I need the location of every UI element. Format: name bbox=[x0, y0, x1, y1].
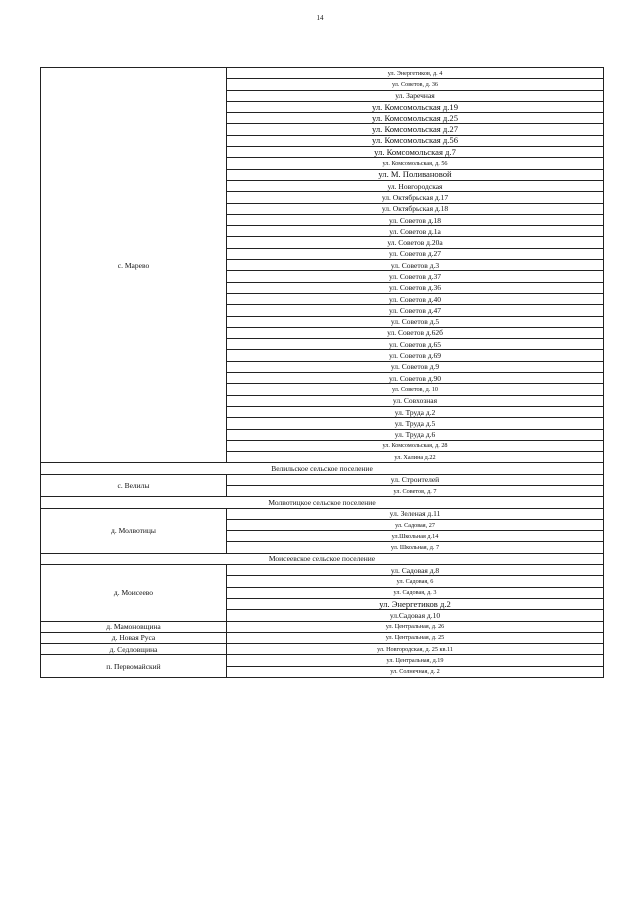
street-cell: ул. Советов д.47 bbox=[227, 305, 604, 316]
settlement-cell: д. Седловщина bbox=[41, 644, 227, 655]
section-row bbox=[41, 497, 604, 508]
street-cell: ул. Советов, д. 10 bbox=[227, 384, 604, 395]
street-cell: ул. Октябрьская д.17 bbox=[227, 192, 604, 203]
street-cell: ул. Труда д.6 bbox=[227, 429, 604, 440]
street-cell: ул. Комсомольская д.19 bbox=[227, 101, 604, 112]
street-cell: ул. Зеленая д.11 bbox=[227, 508, 604, 519]
street-cell: ул. Советов д.90 bbox=[227, 373, 604, 384]
street-cell: ул. Советов д.36 bbox=[227, 282, 604, 293]
street-cell: ул. Советов д.1а bbox=[227, 226, 604, 237]
street-cell: ул. Советов, д. 7 bbox=[227, 485, 604, 496]
street-cell: ул. Центральная, д.19 bbox=[227, 655, 604, 666]
address-table-body bbox=[41, 68, 604, 678]
street-cell: ул. Труда д.5 bbox=[227, 418, 604, 429]
street-cell: ул. Школьная, д. 7 bbox=[227, 542, 604, 553]
street-cell: ул.Садовая д.10 bbox=[227, 610, 604, 621]
street-cell: ул. Солнечная, д. 2 bbox=[227, 666, 604, 677]
street-cell: ул. Комсомольская, д. 28 bbox=[227, 440, 604, 451]
settlement-cell: д. Молвотицы bbox=[41, 508, 227, 553]
street-cell: ул. Садовая, 27 bbox=[227, 519, 604, 530]
street-cell: ул. Советов д.69 bbox=[227, 350, 604, 361]
street-cell: ул. Советов д.65 bbox=[227, 339, 604, 350]
settlement-cell: с. Велилы bbox=[41, 474, 227, 497]
street-cell: ул. Комсомольская д.25 bbox=[227, 113, 604, 124]
street-cell: ул. Советов д.5 bbox=[227, 316, 604, 327]
street-cell: ул. Комсомольская д.7 bbox=[227, 147, 604, 158]
section-header: Велильское сельское поселение bbox=[41, 463, 604, 474]
street-cell: ул. Заречная bbox=[227, 90, 604, 101]
page-number: 14 bbox=[316, 14, 324, 22]
street-cell: ул. Советов, д. 36 bbox=[227, 79, 604, 90]
street-cell: ул. Садовая, 6 bbox=[227, 576, 604, 587]
address-row bbox=[41, 508, 604, 519]
address-row bbox=[41, 621, 604, 632]
street-cell: ул. Комсомольская д.56 bbox=[227, 135, 604, 146]
street-cell: ул. Комсомольская, д. 56 bbox=[227, 158, 604, 169]
street-cell: ул. Советов д.9 bbox=[227, 361, 604, 372]
street-cell: ул. Советов д.20а bbox=[227, 237, 604, 248]
address-row bbox=[41, 632, 604, 643]
street-cell: ул. Советов д.62б bbox=[227, 327, 604, 338]
street-cell: ул. Новгородская bbox=[227, 180, 604, 191]
settlement-cell: д. Мамоновщина bbox=[41, 621, 227, 632]
street-cell: ул. Центральная, д. 25 bbox=[227, 632, 604, 643]
street-cell: ул. Энергетиков д.2 bbox=[227, 598, 604, 609]
street-cell: ул. Новгородская, д. 25 кв.11 bbox=[227, 644, 604, 655]
settlement-cell: с. Марево bbox=[41, 68, 227, 463]
address-row bbox=[41, 655, 604, 666]
street-cell: ул. Советов д.37 bbox=[227, 271, 604, 282]
address-row bbox=[41, 68, 604, 79]
street-cell: ул. Октябрьская д.18 bbox=[227, 203, 604, 214]
street-cell: ул. Труда д.2 bbox=[227, 406, 604, 417]
address-table bbox=[40, 67, 604, 678]
street-cell: ул. Советов д.18 bbox=[227, 214, 604, 225]
street-cell: ул. Комсомольская д.27 bbox=[227, 124, 604, 135]
section-row bbox=[41, 553, 604, 564]
street-cell: ул. Энергетиков, д. 4 bbox=[227, 68, 604, 79]
street-cell: ул. Садовая д.8 bbox=[227, 565, 604, 576]
section-header: Моисеевское сельское поселение bbox=[41, 553, 604, 564]
settlement-cell: п. Первомайский bbox=[41, 655, 227, 678]
street-cell: ул.Школьная д.14 bbox=[227, 531, 604, 542]
address-row bbox=[41, 565, 604, 576]
section-header: Молвотицкое сельское поселение bbox=[41, 497, 604, 508]
street-cell: ул. Садовая, д. 3 bbox=[227, 587, 604, 598]
street-cell: ул. Совхозная bbox=[227, 395, 604, 406]
section-row bbox=[41, 463, 604, 474]
settlement-cell: д. Моисеево bbox=[41, 565, 227, 621]
street-cell: ул. Советов д.27 bbox=[227, 248, 604, 259]
street-cell: ул. Советов д.40 bbox=[227, 293, 604, 304]
street-cell: ул. Центральная, д. 26 bbox=[227, 621, 604, 632]
address-row bbox=[41, 644, 604, 655]
settlement-cell: д. Новая Руса bbox=[41, 632, 227, 643]
street-cell: ул. М. Поливановой bbox=[227, 169, 604, 180]
street-cell: ул. Советов д.3 bbox=[227, 260, 604, 271]
street-cell: ул. Халина д.22 bbox=[227, 452, 604, 463]
street-cell: ул. Строителей bbox=[227, 474, 604, 485]
address-row bbox=[41, 474, 604, 485]
